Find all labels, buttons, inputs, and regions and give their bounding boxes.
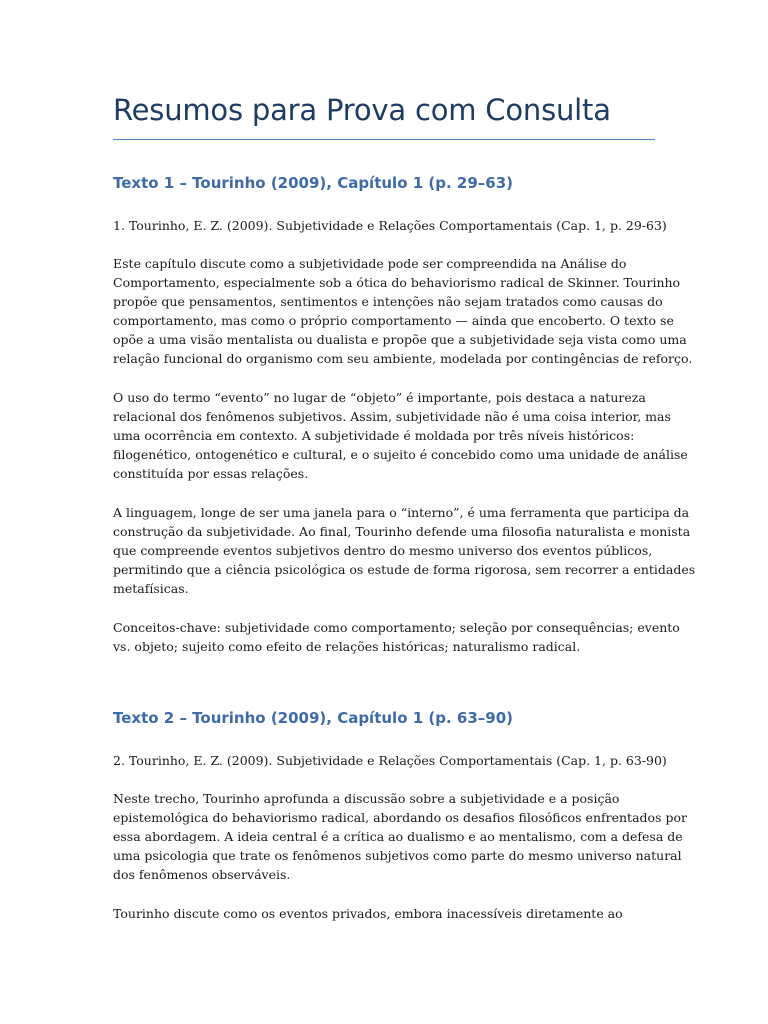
text-line: que compreende eventos subjetivos dentro do mesmo universo dos eventos públicos, xyxy=(113,543,653,558)
section-1-paragraph-1 xyxy=(113,254,693,368)
document-title: Resumos para Prova com Consulta xyxy=(113,93,611,127)
section-1-key-concepts xyxy=(113,618,680,656)
section-1-paragraph-3 xyxy=(113,503,696,598)
text-line: dos fenômenos observáveis. xyxy=(113,867,291,882)
section-1-reference xyxy=(113,216,667,235)
text-line: epistemológica do behaviorismo radical, abordando os desafios filosóficos enfrentados por xyxy=(113,810,687,825)
text-line: metafísicas. xyxy=(113,581,189,596)
text-line: propõe que pensamentos, sentimentos e intenções não sejam tratados como causas do xyxy=(113,294,663,309)
section-2-paragraph-1 xyxy=(113,789,687,884)
section-1-paragraph-2 xyxy=(113,388,688,483)
text-line: Este capítulo discute como a subjetividade pode ser compreendida na Análise do xyxy=(113,256,627,271)
text-line: vs. objeto; sujeito como efeito de relações históricas; naturalismo radical. xyxy=(113,639,581,654)
text-line: permitindo que a ciência psicológica os estude de forma rigorosa, sem recorrer a entidades xyxy=(113,562,696,577)
text-line: Comportamento, especialmente sob a ótica do behaviorismo radical de Skinner. Tourinho xyxy=(113,275,681,290)
text-line: constituída por essas relações. xyxy=(113,466,309,481)
text-line: A linguagem, longe de ser uma janela para o “interno”, é uma ferramenta que participa da xyxy=(113,505,690,520)
reference-line: 1. Tourinho, E. Z. (2009). Subjetividade e Relações Comportamentais (Cap. 1, p. 29-63) xyxy=(113,218,667,233)
text-line: construção da subjetividade. Ao final, Tourinho defende uma filosofia naturalista e monista xyxy=(113,524,691,539)
text-line: relacional dos fenômenos subjetivos. Assim, subjetividade não é uma coisa interior, mas xyxy=(113,409,671,424)
text-line: essa abordagem. A ideia central é a crítica ao dualismo e ao mentalismo, com a defesa de xyxy=(113,829,683,844)
text-line: O uso do termo “evento” no lugar de “objeto” é importante, pois destaca a natureza xyxy=(113,390,646,405)
section-2-reference xyxy=(113,751,667,770)
text-line: Conceitos-chave: subjetividade como comportamento; seleção por consequências; evento xyxy=(113,620,680,635)
title-underline xyxy=(113,139,655,140)
text-line: uma ocorrência em contexto. A subjetividade é moldada por três níveis históricos: xyxy=(113,428,635,443)
text-line: comportamento, mas como o próprio comportamento — ainda que encoberto. O texto se xyxy=(113,313,674,328)
text-line: opõe a uma visão mentalista ou dualista e propõe que a subjetividade seja vista como uma xyxy=(113,332,687,347)
section-2-paragraph-2 xyxy=(113,904,655,923)
text-line: Tourinho discute como os eventos privados, embora inacessíveis diretamente ao xyxy=(113,906,623,921)
section-1-heading: Texto 1 – Tourinho (2009), Capítulo 1 (p. 29–63) xyxy=(113,174,513,192)
reference-line: 2. Tourinho, E. Z. (2009). Subjetividade e Relações Comportamentais (Cap. 1, p. 63-90) xyxy=(113,753,667,768)
text-line: uma psicologia que trate os fenômenos subjetivos como parte do mesmo universo natural xyxy=(113,848,682,863)
section-2-heading: Texto 2 – Tourinho (2009), Capítulo 1 (p. 63–90) xyxy=(113,709,513,727)
text-line: filogenético, ontogenético e cultural, e o sujeito é concebido como uma unidade de análise xyxy=(113,447,688,462)
text-line: Neste trecho, Tourinho aprofunda a discussão sobre a subjetividade e a posição xyxy=(113,791,620,806)
text-line: relação funcional do organismo com seu ambiente, modelada por contingências de reforço. xyxy=(113,351,693,366)
